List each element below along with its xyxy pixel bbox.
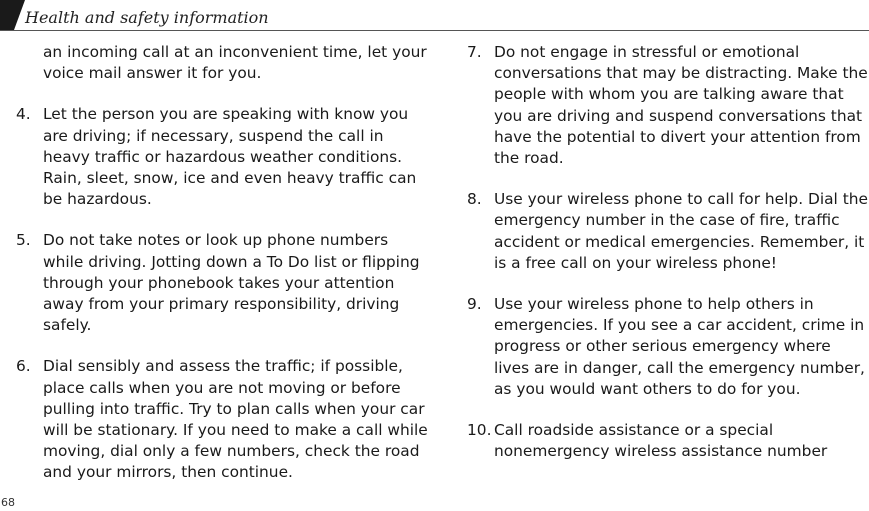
- header-title: Health and safety information: [25, 8, 269, 27]
- header-rule: [0, 30, 869, 31]
- item-text: Do not take notes or look up phone numbers while driving. Jotting down a To Do list or flipping through your phonebook takes your attention away from your primary responsibility, driving safely.: [43, 231, 420, 335]
- list-item: [467, 189, 869, 274]
- right-column: [467, 42, 869, 482]
- left-column: [16, 42, 428, 504]
- item-number: 4.: [16, 105, 31, 124]
- list-item: [16, 230, 428, 336]
- item-number: 9.: [467, 295, 482, 314]
- list-item: [16, 356, 428, 483]
- item-number: 8.: [467, 190, 482, 209]
- list-item: [467, 42, 869, 169]
- item-text: Let the person you are speaking with know you are driving; if necessary, suspend the call in heavy traffic or hazardous weather conditions. Rain, sleet, snow, ice and even heavy traffic can be hazardous.: [43, 105, 417, 209]
- item-text: Use your wireless phone to help others in emergencies. If you see a car accident, crime in progress or other serious emergency where lives are in danger, call the emergency number, as you would want others to do for you.: [494, 295, 865, 398]
- header-accent-bar: [0, 0, 25, 30]
- item-text: Do not engage in stressful or emotional conversations that may be distracting. Make the people with whom you are talking aware that you are driving and suspend conversations that have the potential to divert your attention from the road.: [494, 43, 868, 168]
- list-item: [467, 420, 869, 462]
- page-number: 68: [1, 496, 15, 509]
- item-number: 5.: [16, 231, 31, 250]
- item-number: 6.: [16, 357, 31, 376]
- item-number: 7.: [467, 43, 482, 61]
- item-text: Call roadside assistance or a special nonemergency wireless assistance number: [494, 421, 828, 461]
- item-text: Use your wireless phone to call for help. Dial the emergency number in the case of fire, traffic accident or medical emergencies. Remember, it is a free call on your wireless phone!: [494, 190, 868, 272]
- list-item: [467, 294, 869, 400]
- page-header: [0, 0, 869, 32]
- item-text: Dial sensibly and assess the traffic; if possible, place calls when you are not moving or before pulling into traffic. Try to plan calls when your car will be stationary. If you need to make a call while moving, dial only a few numbers, check the road and your mirrors, then continue.: [43, 357, 428, 482]
- item-number: 10.: [467, 421, 492, 440]
- continuation-paragraph: an incoming call at an inconvenient time, let your voice mail answer it for you.: [43, 43, 427, 83]
- list-item: [16, 104, 428, 210]
